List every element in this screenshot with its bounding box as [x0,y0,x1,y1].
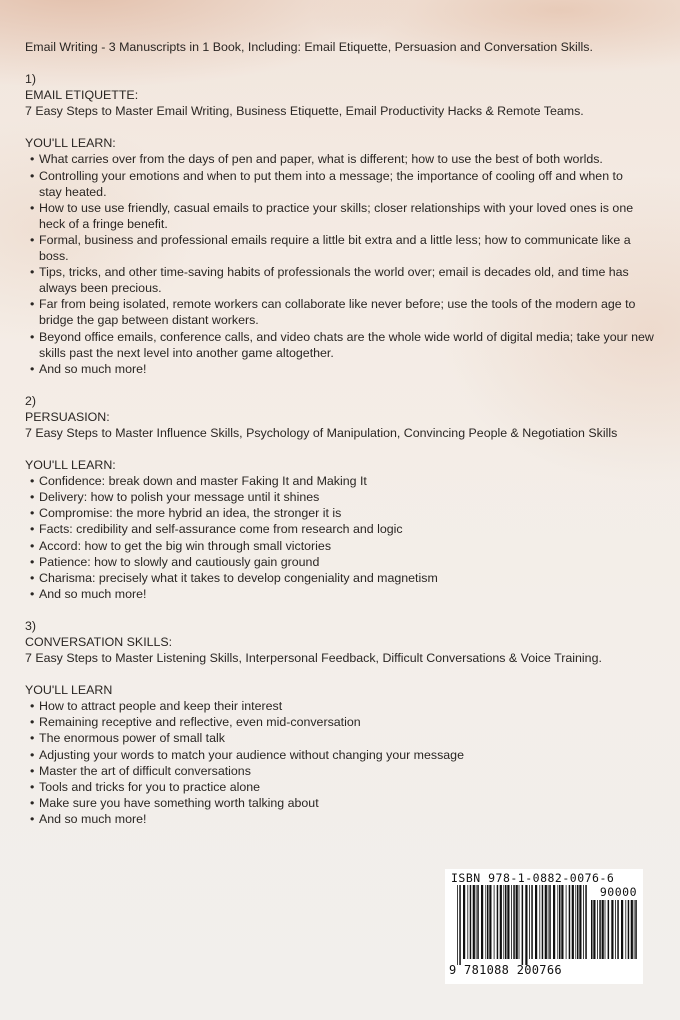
barcode-bar [577,885,579,959]
barcode-bar [525,885,527,965]
barcode-bar [463,885,465,959]
barcode-bar [542,885,544,959]
section-subtitle: 7 Easy Steps to Master Influence Skills, Psychology of Manipulation, Convincing People & Negotiation Skills [25,425,618,440]
barcode-bar [467,885,468,959]
learn-label: YOU'LL LEARN: [25,458,116,473]
barcode-bar [608,900,610,959]
list-item: • Delivery: how to polish your message until it shines [25,489,665,505]
section-subtitle: 7 Easy Steps to Master Listening Skills, Interpersonal Feedback, Difficult Conversations & Voice Training. [25,651,602,666]
barcode-addon-bars [591,900,637,965]
barcode-bar [545,885,547,959]
learn-label: YOU'LL LEARN [25,683,113,698]
barcode-bar [611,900,613,959]
barcode-bar [593,900,595,959]
section-title: EMAIL ETIQUETTE: [25,88,139,103]
barcode-number: 9 781088 200766 [449,963,562,977]
price-code: 90000 [599,885,637,899]
barcode-bar [599,900,601,959]
list-item: • The enormous power of small talk [25,730,665,746]
list-item: • What carries over from the days of pen and paper, what is different; how to use the best of both worlds. [25,151,665,167]
list-item: • How to use use friendly, casual emails to practice your skills; closer relationships with your loved ones is one heck of a fringe benefit. [25,200,651,232]
barcode-bar [617,900,619,959]
list-item: • Make sure you have something worth talking about [25,795,665,811]
barcode-bar [503,885,504,959]
learn-list [25,698,665,827]
barcode-bar [549,885,551,959]
barcode-bar [531,885,533,959]
barcode-bar [625,900,626,959]
barcode-bar [548,885,549,959]
list-item: • Compromise: the more hybrid an idea, the stronger it is [25,505,665,521]
barcode-bar [516,885,518,959]
barcode-bar [489,885,491,959]
barcode-bar [597,900,598,959]
learn-list [25,473,665,602]
barcode-bar [566,885,567,959]
barcode-bar [634,900,635,959]
section-number: 2) [25,393,37,408]
barcode-bar [602,900,604,959]
barcode-bar [572,885,574,959]
barcode-bar [481,885,483,959]
section-persuasion [25,393,665,602]
barcode-bar [575,885,576,959]
barcode-bar [485,885,486,959]
barcode-bar [505,885,507,959]
barcode-bar [476,885,477,959]
section-number: 1) [25,72,37,87]
list-item: • Charisma: precisely what it takes to develop congeniality and magnetism [25,570,665,586]
list-item: • Facts: credibility and self-assurance come from research and logic [25,521,665,537]
list-item: • Patience: how to slowly and cautiously gain ground [25,554,665,570]
barcode-bar [615,900,616,959]
barcode-bar [605,900,606,959]
barcode-bar [457,885,458,965]
list-item: • Tools and tricks for you to practice alone [25,779,665,795]
barcode-bar [591,900,593,959]
list-item: • Far from being isolated, remote workers can collaborate like never before; use the tools of the modern age to bridge the gap between distant workers. [25,296,657,328]
barcode-bar [477,885,479,959]
barcode-bar [553,885,555,959]
header-line: Email Writing - 3 Manuscripts in 1 Book, Including: Email Etiquette, Persuasion and Conversation Skills. [25,40,593,54]
barcode-bar [635,900,637,959]
barcode-bar [561,885,563,959]
barcode-bar [522,885,524,965]
barcode-bar [529,885,530,959]
list-item: • And so much more! [25,811,665,827]
isbn-label: ISBN 978-1-0882-0076-6 [451,871,615,885]
section-title: PERSUASION: [25,409,110,424]
barcode-bar [500,885,502,959]
list-item: • Beyond office emails, conference calls, and video chats are the whole wide world of digital media; take your new skills past the next level into another game altogether. [25,329,657,361]
section-email-etiquette [25,71,665,377]
barcode-bar [473,885,475,959]
barcode-bar [583,885,584,959]
learn-label: YOU'LL LEARN: [25,136,116,151]
list-item: • And so much more! [25,586,665,602]
list-item: • And so much more! [25,361,665,377]
barcode-bar [628,900,630,959]
list-item: • Remaining receptive and reflective, even mid-conversation [25,714,665,730]
list-item: • Accord: how to get the big win through small victories [25,538,665,554]
list-item: • How to attract people and keep their interest [25,698,665,714]
barcode-bar [470,885,472,959]
section-subtitle: 7 Easy Steps to Master Email Writing, Business Etiquette, Email Productivity Hacks & Remote Teams. [25,104,584,119]
list-item: • Formal, business and professional emails require a little bit extra and a little less; how to communicate like a boss. [25,232,645,264]
barcode-bar [487,885,489,959]
barcode-bar [631,900,633,959]
barcode-bar [621,900,623,959]
barcode-bar [579,885,581,959]
barcode-bar [511,885,512,959]
list-item: • Confidence: break down and master Faking It and Making It [25,473,665,489]
section-title: CONVERSATION SKILLS: [25,635,173,649]
learn-list [25,151,665,376]
barcode-bar [535,885,537,959]
barcode-bar [507,885,509,959]
barcode-bar [519,885,520,959]
list-item: • Tips, tricks, and other time-saving habits of professionals the world over; email is decades old, and time has always been precious. [25,264,657,296]
isbn-barcode [445,869,643,984]
barcode-bar [497,885,499,959]
barcode-bars [457,885,587,965]
barcode-bar [569,885,571,959]
barcode-bar [557,885,558,959]
barcode-bar [494,885,495,959]
list-item: • Adjusting your words to match your audience without changing your message [25,747,665,763]
barcode-bar [539,885,540,959]
list-item: • Master the art of difficult conversations [25,763,665,779]
barcode-bar [459,885,461,965]
section-number: 3) [25,618,37,633]
back-cover-text [25,39,665,827]
barcode-bar [585,885,587,959]
section-conversation-skills [25,618,665,827]
barcode-bar [559,885,561,959]
barcode-bar [513,885,515,959]
list-item: • Controlling your emotions and when to put them into a message; the importance of cooling off and when to stay heated. [25,168,645,200]
